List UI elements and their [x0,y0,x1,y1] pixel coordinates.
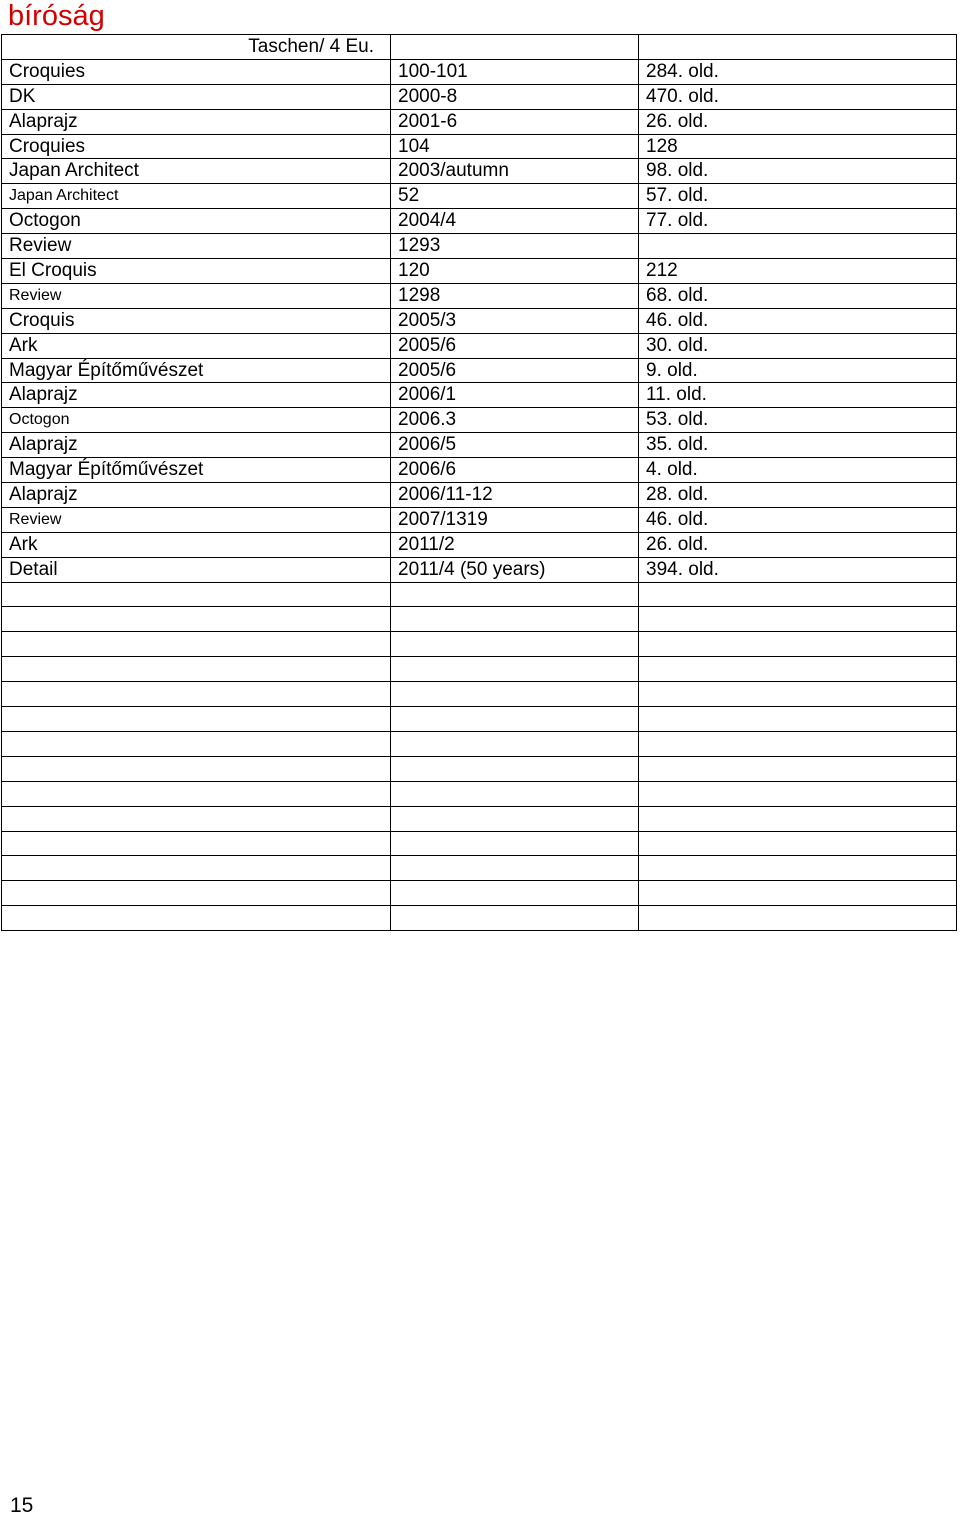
empty-cell [2,582,391,607]
issue-cell: 2000-8 [391,84,639,109]
journal-cell: Ark [2,532,391,557]
empty-cell [2,781,391,806]
empty-cell [639,682,957,707]
journal-cell: Review [2,283,391,308]
journal-cell: Review [2,234,391,259]
page-cell: 470. old. [639,84,957,109]
empty-row [2,607,957,632]
empty-cell [639,707,957,732]
page-cell: 26. old. [639,532,957,557]
empty-cell [639,831,957,856]
empty-cell [2,906,391,931]
empty-row [2,657,957,682]
issue-cell: 1298 [391,283,639,308]
empty-cell [2,707,391,732]
issue-cell: 2003/autumn [391,159,639,184]
empty-cell [391,707,639,732]
empty-cell [639,657,957,682]
journal-cell: Japan Architect [2,159,391,184]
empty-cell [639,906,957,931]
empty-row [2,582,957,607]
header-cell [391,35,639,60]
issue-cell: 120 [391,259,639,284]
empty-row [2,781,957,806]
page-cell: 28. old. [639,483,957,508]
empty-cell [391,607,639,632]
issue-cell: 2006/6 [391,458,639,483]
issue-cell: 2011/2 [391,532,639,557]
empty-cell [391,881,639,906]
header-label: Taschen/ 4 Eu. [2,35,391,60]
empty-cell [639,582,957,607]
empty-cell [391,632,639,657]
issue-cell: 100-101 [391,59,639,84]
empty-cell [639,856,957,881]
journal-cell: Japan Architect [2,184,391,209]
table-row [2,433,957,458]
page-cell: 53. old. [639,408,957,433]
table-row [2,532,957,557]
empty-cell [391,906,639,931]
empty-cell [391,756,639,781]
page-cell: 77. old. [639,209,957,234]
page-cell: 4. old. [639,458,957,483]
table-row [2,184,957,209]
empty-row [2,707,957,732]
table-header-row [2,35,957,60]
empty-cell [391,657,639,682]
page-cell: 46. old. [639,308,957,333]
empty-cell [2,682,391,707]
empty-row [2,731,957,756]
page-cell: 68. old. [639,283,957,308]
empty-cell [2,806,391,831]
journal-cell: Detail [2,557,391,582]
page-number: 15 [10,1494,34,1517]
page-cell: 35. old. [639,433,957,458]
issue-cell: 104 [391,134,639,159]
empty-cell [2,831,391,856]
empty-cell [391,831,639,856]
empty-cell [639,781,957,806]
journal-cell: Alaprajz [2,483,391,508]
table-row [2,458,957,483]
issue-cell: 2006/11-12 [391,483,639,508]
empty-cell [2,881,391,906]
journal-cell: El Croquis [2,259,391,284]
empty-cell [2,731,391,756]
empty-cell [639,881,957,906]
empty-cell [2,856,391,881]
table-row [2,333,957,358]
issue-cell: 2007/1319 [391,507,639,532]
table-row [2,507,957,532]
table-row [2,159,957,184]
empty-cell [639,806,957,831]
empty-cell [2,607,391,632]
journal-cell: Review [2,507,391,532]
empty-cell [391,682,639,707]
issue-cell: 2006/1 [391,383,639,408]
header-cell [639,35,957,60]
page-cell: 98. old. [639,159,957,184]
empty-cell [639,632,957,657]
table-row [2,283,957,308]
journal-cell: Ark [2,333,391,358]
table-row [2,358,957,383]
table-row [2,209,957,234]
empty-cell [391,582,639,607]
issue-cell: 1293 [391,234,639,259]
empty-cell [639,607,957,632]
issue-cell: 2011/4 (50 years) [391,557,639,582]
empty-cell [2,657,391,682]
empty-row [2,906,957,931]
bibliography-table [1,34,957,931]
page-cell: 26. old. [639,109,957,134]
journal-cell: Octogon [2,408,391,433]
issue-cell: 2005/3 [391,308,639,333]
page-cell: 394. old. [639,557,957,582]
journal-cell: Octogon [2,209,391,234]
table-row [2,259,957,284]
page-cell [639,234,957,259]
table-row [2,84,957,109]
page-cell: 30. old. [639,333,957,358]
table-row [2,308,957,333]
empty-row [2,682,957,707]
empty-cell [639,731,957,756]
issue-cell: 2005/6 [391,358,639,383]
empty-cell [391,731,639,756]
page-title: bíróság [8,0,105,32]
journal-cell: Magyar Építőművészet [2,458,391,483]
issue-cell: 52 [391,184,639,209]
page-cell: 284. old. [639,59,957,84]
page-cell: 57. old. [639,184,957,209]
empty-cell [639,756,957,781]
journal-cell: Alaprajz [2,383,391,408]
empty-row [2,881,957,906]
table-row [2,483,957,508]
empty-row [2,831,957,856]
journal-cell: Magyar Építőművészet [2,358,391,383]
page-cell: 128 [639,134,957,159]
issue-cell: 2006/5 [391,433,639,458]
journal-cell: Alaprajz [2,433,391,458]
empty-row [2,856,957,881]
empty-cell [391,781,639,806]
empty-row [2,632,957,657]
empty-cell [2,632,391,657]
issue-cell: 2006.3 [391,408,639,433]
journal-cell: Alaprajz [2,109,391,134]
empty-row [2,806,957,831]
page-cell: 9. old. [639,358,957,383]
table-row [2,134,957,159]
issue-cell: 2004/4 [391,209,639,234]
empty-cell [391,856,639,881]
journal-cell: Croquies [2,59,391,84]
table-row [2,59,957,84]
issue-cell: 2001-6 [391,109,639,134]
table-row [2,408,957,433]
page-cell: 212 [639,259,957,284]
journal-cell: Croquis [2,308,391,333]
page-cell: 11. old. [639,383,957,408]
page-cell: 46. old. [639,507,957,532]
table-row [2,109,957,134]
table-row [2,557,957,582]
issue-cell: 2005/6 [391,333,639,358]
journal-cell: Croquies [2,134,391,159]
empty-row [2,756,957,781]
empty-cell [2,756,391,781]
table-row [2,383,957,408]
journal-cell: DK [2,84,391,109]
table-row [2,234,957,259]
empty-cell [391,806,639,831]
